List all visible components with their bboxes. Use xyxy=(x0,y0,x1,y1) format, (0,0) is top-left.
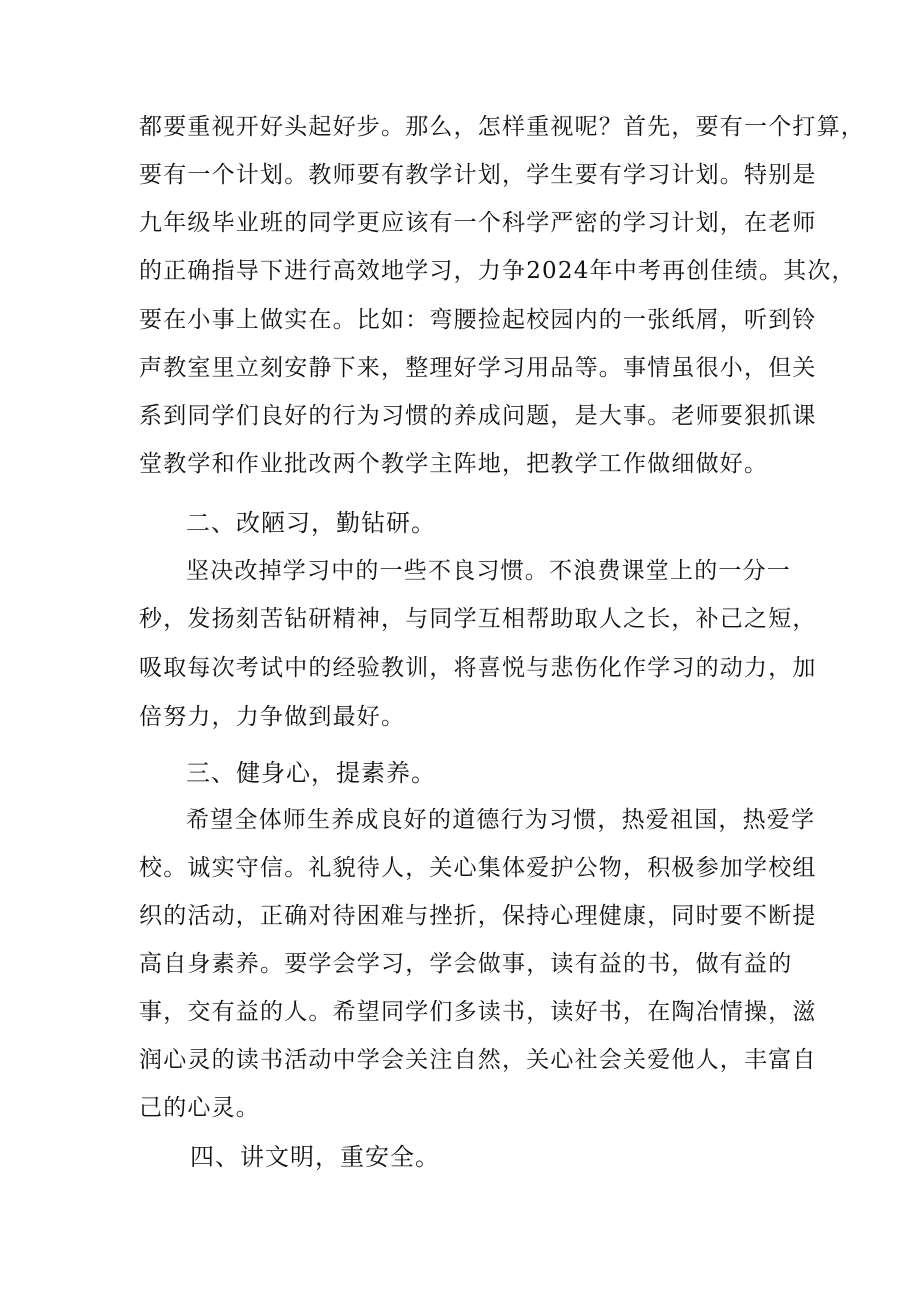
paragraph-1-line-6: 声教室里立刻安静下来，整理好学习用品等。事情虽很小，但关 xyxy=(139,355,817,381)
paragraph-1-line-7: 系到同学们良好的行为习惯的养成问题，是大事。老师要狠抓课 xyxy=(139,403,817,429)
section-3-line-2: 校。诚实守信。礼貌待人，关心集体爱护公物，积极参加学校组 xyxy=(139,855,817,881)
paragraph-1-line-2: 要有一个计划。教师要有教学计划，学生要有学习计划。特别是 xyxy=(139,162,817,188)
paragraph-1-line-1: 都要重视开好头起好步。那么，怎样重视呢？首先，要有一个打算， xyxy=(139,114,865,140)
section-3-line-3: 织的活动，正确对待困难与挫折，保持心理健康，同时要不断提 xyxy=(139,903,817,929)
section-3-line-7: 己的心灵。 xyxy=(139,1095,260,1121)
paragraph-1-line-8: 堂教学和作业批改两个教学主阵地，把教学工作做细做好。 xyxy=(139,451,769,477)
section-3-line-6: 润心灵的读书活动中学会关注自然，关心社会关爱他人，丰富自 xyxy=(139,1047,817,1073)
section-2-heading: 二、改陋习，勤钻研。 xyxy=(186,509,436,537)
paragraph-1-line-3: 九年级毕业班的同学更应该有一个科学严密的学习计划，在老师 xyxy=(139,210,817,236)
section-4-heading: 四、讲文明，重安全。 xyxy=(190,1143,440,1171)
section-3-line-5: 事，交有益的人。希望同学们多读书，读好书，在陶冶情操，滋 xyxy=(139,999,817,1025)
section-2-line-4: 倍努力，力争做到最好。 xyxy=(139,704,406,730)
section-3-line-4: 高自身素养。要学会学习，学会做事，读有益的书，做有益的 xyxy=(139,951,793,977)
paragraph-1-line-4: 的正确指导下进行高效地学习，力争2024年中考再创佳绩。其次， xyxy=(139,258,856,284)
paragraph-1-line-5: 要在小事上做实在。比如：弯腰捡起校园内的一张纸屑，听到铃 xyxy=(139,307,817,333)
section-2-line-1: 坚决改掉学习中的一些不良习惯。不浪费课堂上的一分一 xyxy=(186,558,791,584)
section-3-heading: 三、健身心，提素养。 xyxy=(186,759,436,787)
section-2-line-2: 秒，发扬刻苦钻研精神，与同学互相帮助取人之长，补己之短， xyxy=(139,606,817,632)
section-2-line-3: 吸取每次考试中的经验教训，将喜悦与悲伤化作学习的动力，加 xyxy=(139,655,817,681)
section-3-line-1: 希望全体师生养成良好的道德行为习惯，热爱祖国，热爱学 xyxy=(186,807,816,833)
